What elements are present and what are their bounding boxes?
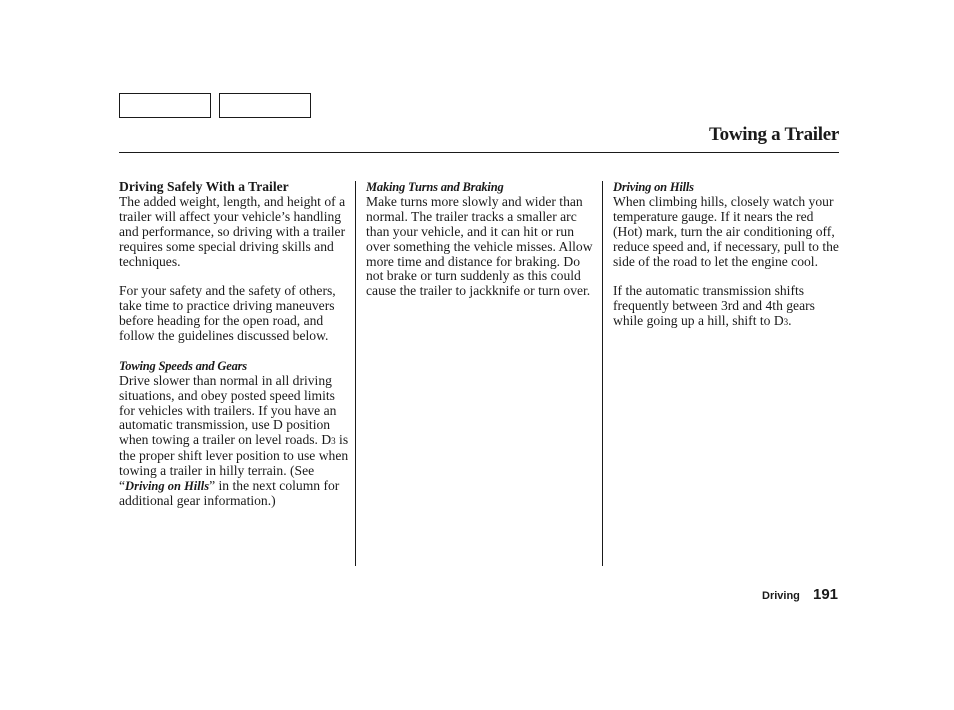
- subscript: 3: [331, 436, 336, 447]
- column-divider: [355, 181, 356, 566]
- paragraph: Make turns more slowly and wider than normal. The trailer tracks a smaller arc than your vehicle, and it can hit or run over something the vehicle misses. Allow more time and distance for braking. Do not brake or turn suddenly as this could cause the trailer to jackknife or turn over.: [366, 193, 593, 299]
- text-run: .: [788, 313, 792, 329]
- column-3: [613, 180, 841, 330]
- subheading: Towing Speeds and Gears: [119, 358, 247, 373]
- text-run: ” in the next column for additional gear information.): [119, 478, 340, 508]
- paragraph: [119, 374, 351, 509]
- page-title: Towing a Trailer: [709, 124, 839, 145]
- nav-button-2[interactable]: [219, 93, 311, 118]
- section-heading: Driving Safely With a Trailer: [119, 179, 289, 194]
- nav-button-1[interactable]: [119, 93, 211, 118]
- text-run: Drive slower than normal in all driving situations, and obey posted speed limits for vehicles with trailers. If you have an automatic transmission, use D position when towing a trailer on level roads. D: [119, 372, 337, 448]
- subheading: Driving on Hills: [613, 180, 694, 194]
- paragraph: When climbing hills, closely watch your temperature gauge. If it nears the red (Hot) mark, turn the air conditioning off, reduce speed and, if necessary, pull to the side of the road to let the engine cool.: [613, 193, 839, 269]
- header-rule: [119, 152, 839, 153]
- text-run: If the automatic transmission shifts frequently between 3rd and 4th gears while going up a hill, shift to D: [613, 283, 815, 329]
- page-number: 191: [813, 586, 839, 603]
- text-run: is the proper shift lever position to use when towing a trailer in hilly terrain. (See “: [119, 432, 349, 494]
- paragraph: [613, 284, 841, 330]
- cross-reference: Driving on Hills: [125, 479, 210, 494]
- column-divider: [602, 181, 603, 566]
- subscript: 3: [783, 317, 789, 328]
- footer-section-label: Driving: [762, 590, 800, 602]
- subheading: Making Turns and Braking: [366, 180, 504, 194]
- paragraph: For your safety and the safety of others, take time to practice driving maneuvers before heading for the open road, and follow the guidelines discussed below.: [119, 283, 336, 344]
- paragraph: The added weight, length, and height of a trailer will affect your vehicle’s handling and performance, so driving with a trailer requires some special driving skills and techniques.: [119, 193, 346, 269]
- column-1: [119, 180, 351, 509]
- column-2: [366, 180, 598, 299]
